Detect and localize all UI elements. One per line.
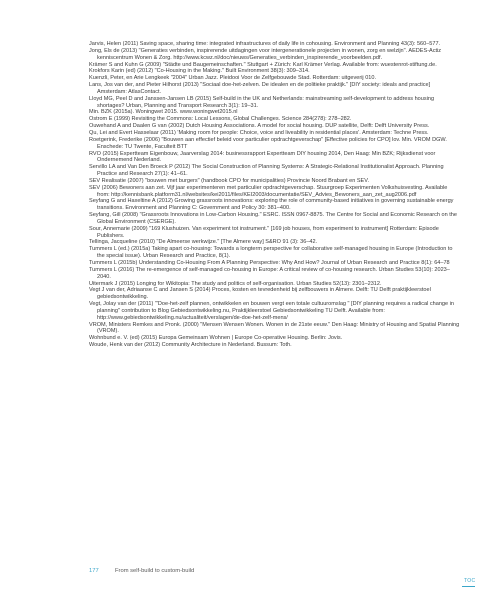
reference-entry: Krokfors Karin (ed) (2012) "Co-Housing in the Making." Built Environment 38(3): 309–314. [89,68,310,75]
reference-list [89,41,461,349]
reference-entry: Lans, Jos van der, and Pieter Hilhorst (2013) "Sociaal doe-het-zelven. De idealen en de politieke praktijk." [DIY society: ideals and practice] Amsterdam: AtlasContact. [89,82,431,95]
toc-underline [462,586,475,587]
reference-entry: Tellinga, Jacqueline (2010) "De Almeerse werkwijze." [The Almere way] S&RO 91 (3): 36–42. [89,239,318,246]
reference-entry: Roetgerink, Frederike (2006) "Bouwen aan effectief beleid voor particulier opdrachtgeverschap" [Effective policies for CPO] lov. Min. VROM DGW. Enschede: TU Twente, Faculteit BTT [89,136,447,150]
running-title: From self-build to custom-build [115,568,195,574]
page-number: 177 [89,568,99,574]
reference-entry: Jong, Els de (2013) "Generaties verbinden, inspirerende uitdagingen voor intergenerationele projecten in wonen, zorg en welzijn". AEDES-Actiz kenniscentrum Wonen & Zorg. http://www.kcwz.nl/doc/nieuws/Generaties_verbinden_inspirerende_voorbeelden.pdf. [89,47,442,61]
reference-entry: VROM, Ministers Remkes and Pronk. (2000) "Mensen Wensen Wonen. Wonen in de 21ste eeuw." Den Haag: Ministry of Housing and Spatial Planning (VROM). [89,321,460,335]
reference-entry: Tummers L (ed.) (2015a) Taking apart co-housing: Towards a longterm perspective for collaborative self-managed housing in Europe (Introduction to the special issue). Urban Research and Practice, 8(1). [89,246,453,260]
reference-entry: Ouwehand A and Daalen G van (2002) Dutch Housing Associations. A model for social housing. DUP satellite, Delft: Delft University Press. [89,123,430,130]
reference-entry: Servillo LA and Van Den Broeck P (2012) The Social Construction of Planning Systems: A Strategic-Relational Institutionalist Approach. Planning Practice and Research 27(1): 41–61. [89,164,444,178]
reference-entry: Vegt, Jolay van der (2011) "'Doe-het-zelf plannen, ontwikkelen en bouwen vergt een totale cultuuromslag " [DIY planning requires a radical change in planning" contribution to Blog Gebiedsontwikkeling.nu, Praktijkleerstoel Gebiedsontwikkeling TU Delft. Available from: http://www.gebiedsontwikkeling.nu/actualiteit/verslagen/de-doe-het-zelf-mens/ [89,301,454,321]
reference-entry: SEV (2006) Bewoners aan zet. Vijf jaar experimenteren met particulier opdrachtgeverschap. Stuurgroep Experimenten Volkshuisvesting. Available from: http://kennisbank.platform31.nl/websites/kei2011/files/KEI2003/documentatie/SEV_Advies_Bewoners_aan_zet_aug2006.pdf [89,184,448,198]
reference-entry: Jarvis, Helen (2011) Saving space, sharing time: integrated infrastructures of daily life in cohousing. Environment and Planning 43(3): 560–577. [89,41,441,47]
reference-entry: Vegt J van der, Adriaanse C and Jansen S (2014) Proces, kosten en tevredenheid bij zelfbouwers in Almere. Delft: TU Delft praktijkleerstoel gebiedsontwikkeling. [89,287,431,301]
reference-entry: RVO (2015) Expertteam Eigenbouw, Jaarverslag 2014: businessrapport Expertteam DIY housing 2014, Den Haag: Min BZK; Rijksdienst voor Ondernemend Nederland. [89,150,436,164]
reference-entry: Seyfang G and Haxeltine A (2012) Growing grassroots innovations: exploring the role of community-based initiatives in governing sustainable energy transitions. Environment and Planning C: Government and Policy 30: 381–400. [89,198,454,212]
reference-entry: Kuenzli, Peter, en Arie Lengkeek "2004" Urban Jazz. Pleidooi Voor de Zelfgebouwde Stad. Rotterdam: uitgeverij 010. [89,75,377,82]
reference-entry: Wohnbund e. V. (ed) (2015) Europa Gemeinsam Wohnen | Europe Co-operative Housing. Berlin: Jovis. [89,335,343,342]
toc-link[interactable]: TOC [464,578,476,584]
reference-entry: Seyfang, Gill (2008) "Grassroots Innovations in Low-Carbon Housing." ESRC. ISSN 0967-8875. The Centre for Social and Economic Research on the Global Environment (CSERGE). [89,212,457,225]
reference-entry: Tummers L (2016) The re-emergence of self-managed co-housing in Europe: A critical review of co-housing research. Urban Studies 53(10): 2023–2040. [89,266,450,280]
reference-entry: Qu, Lei and Evert Hasselaar (2011) 'Making room for people: Choice, voice and liveability in residential places'. Amsterdam: Techne Press. [89,129,429,136]
reference-entry: Uitermark J (2015) Longing for Wikitopia: The study and politics of self-organisation. Urban Studies 52(13): 2301–2312. [89,280,382,287]
reference-entry: Min. BZK (2015a). Woningwet 2015. www.woningwet2015.nl [89,109,238,116]
reference-entry: Sour, Annemarie (2009) "169 Klushuizen. Van experiment tot instrument." [169 job houses, from experiment to instrument] Rotterdam: Episode Publishers. [89,225,439,239]
reference-entry: Woude, Henk van der (2012) Community Architecture in Nederland. Bussum: Toth. [89,342,292,349]
reference-entry: Lloyd MG, Peel D and Janssen-Jansen LB (2015) Self-build in the UK and Netherlands: mainstreaming self-development to address housing shortages? Urban, Planning and Transport Research 3(1): 19–31. [89,95,435,109]
reference-entry: Ostrom E (1999) Revisiting the Commons: Local Lessons, Global Challenges. Science 284(278): 278–282. [89,116,352,123]
page-footer [89,568,194,574]
reference-entry: SEV Realisatie (2007) "bouwen met burgers" (handbook CPO for municipalities) Provincie Noord Brabant en SEV. [89,177,369,184]
reference-entry: Krämer S and Kuhn G (2009) "Städte und Baugemeinschaften." Stuttgart + Zürich: Karl Krämer Verlag. Available from: wuestenrot-stiftung.de. [89,61,437,68]
reference-entry: Tummers L (2015b) Understanding Co-Housing From A Planning Perspective: Why And How? Journal of Urban Research and Practice 8(1): 64–78 [89,260,450,266]
